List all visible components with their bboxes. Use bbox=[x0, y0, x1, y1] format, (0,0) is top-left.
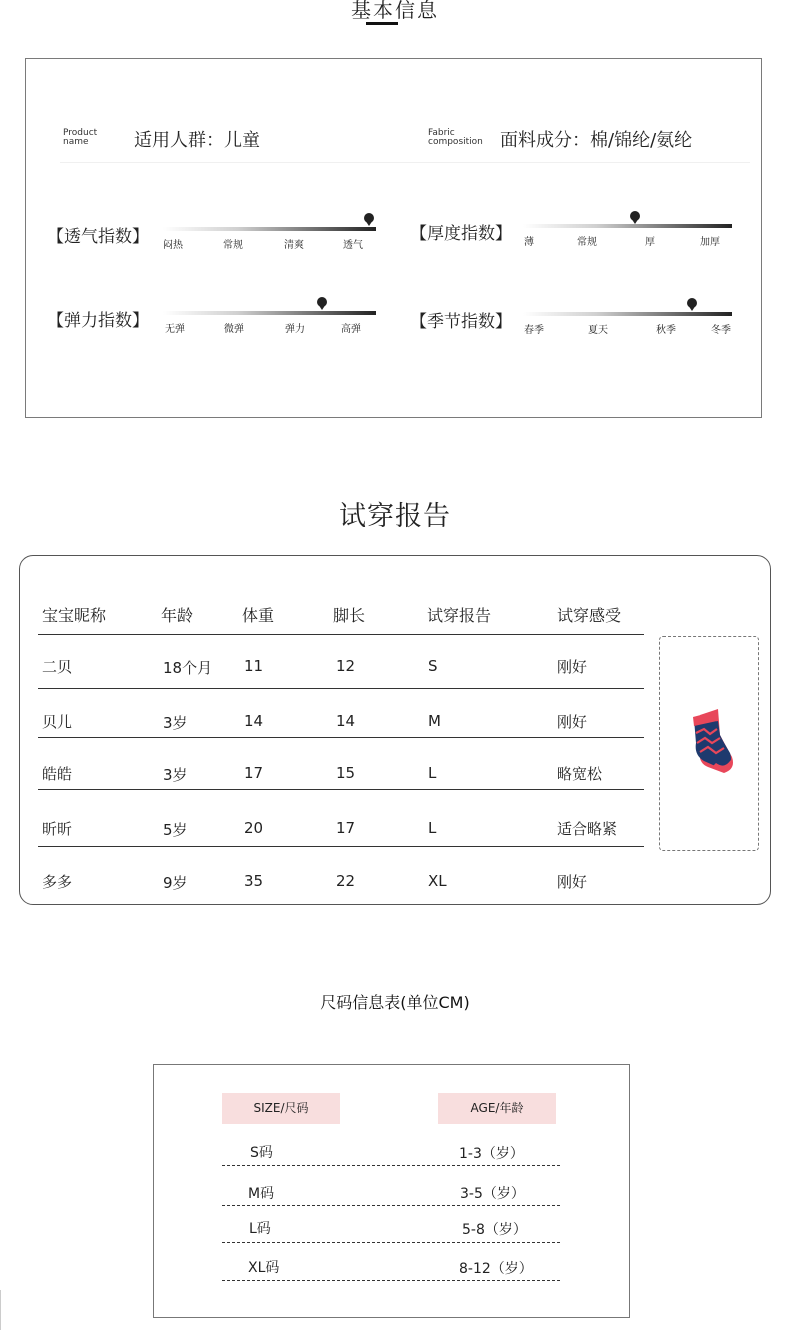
cell-weight: 20 bbox=[244, 819, 264, 837]
rating-marker-icon bbox=[317, 297, 327, 307]
size-cell: S码 bbox=[250, 1145, 273, 1161]
col-header-feeling: 试穿感受 bbox=[557, 606, 622, 625]
cell-feeling: 略宽松 bbox=[557, 765, 603, 783]
age-cell: 1-3（岁） bbox=[459, 1146, 524, 1162]
rating-title: 【厚度指数】 bbox=[410, 224, 512, 244]
cell-nickname: 多多 bbox=[42, 873, 73, 891]
tick-label: 夏天 bbox=[588, 325, 608, 336]
size-cell: XL码 bbox=[248, 1260, 280, 1276]
row-divider bbox=[222, 1205, 560, 1206]
row-divider bbox=[222, 1280, 560, 1281]
age-header: AGE/年龄 bbox=[438, 1093, 556, 1124]
row-divider bbox=[222, 1165, 560, 1166]
rating-track bbox=[523, 312, 732, 316]
cell-foot-length: 12 bbox=[336, 657, 356, 675]
cell-feeling: 刚好 bbox=[557, 658, 588, 676]
col-header-foot-length: 脚长 bbox=[333, 606, 366, 625]
rating-title: 【季节指数】 bbox=[410, 312, 512, 332]
tick-label: 常规 bbox=[223, 240, 243, 251]
col-header-report: 试穿报告 bbox=[427, 606, 492, 625]
row-divider bbox=[38, 737, 644, 738]
cell-feeling: 刚好 bbox=[557, 873, 588, 891]
rating-elasticity bbox=[47, 306, 149, 331]
row-divider bbox=[38, 634, 644, 635]
tick-label: 无弹 bbox=[165, 324, 185, 335]
cell-weight: 17 bbox=[244, 764, 264, 782]
product-value: 适用人群：儿童 bbox=[134, 130, 260, 151]
age-cell: 8-12（岁） bbox=[459, 1261, 533, 1277]
tick-label: 透气 bbox=[343, 240, 363, 251]
rating-track bbox=[163, 227, 376, 231]
cell-report: XL bbox=[428, 872, 447, 890]
cell-foot-length: 15 bbox=[336, 764, 356, 782]
section-title-size-table: 尺码信息表(单位CM) bbox=[320, 993, 470, 1012]
age-cell: 3-5（岁） bbox=[460, 1186, 525, 1202]
cell-age: 18个月 bbox=[163, 659, 213, 677]
cell-foot-length: 22 bbox=[336, 872, 356, 890]
cell-nickname: 贝儿 bbox=[42, 713, 73, 731]
tick-label: 冬季 bbox=[711, 325, 731, 336]
tick-label: 厚 bbox=[645, 237, 655, 248]
tick-label: 弹力 bbox=[285, 324, 305, 335]
product-image-frame bbox=[659, 636, 759, 851]
rating-season bbox=[410, 307, 512, 332]
cell-weight: 11 bbox=[244, 657, 264, 675]
size-cell: L码 bbox=[249, 1221, 271, 1237]
cell-weight: 35 bbox=[244, 872, 264, 890]
col-header-nickname: 宝宝昵称 bbox=[42, 606, 107, 625]
section-title-try-report: 试穿报告 bbox=[339, 501, 451, 532]
cell-report: M bbox=[428, 712, 441, 730]
cell-report: L bbox=[428, 764, 437, 782]
cell-report: L bbox=[428, 819, 437, 837]
cell-nickname: 昕昕 bbox=[42, 820, 73, 838]
rating-title: 【透气指数】 bbox=[47, 227, 149, 247]
row-divider bbox=[38, 846, 644, 847]
cell-age: 9岁 bbox=[163, 874, 188, 892]
cell-nickname: 皓皓 bbox=[42, 765, 73, 783]
rating-track bbox=[523, 224, 732, 228]
row-divider bbox=[38, 789, 644, 790]
cell-age: 5岁 bbox=[163, 821, 188, 839]
rating-marker-icon bbox=[630, 211, 640, 221]
rating-thickness bbox=[410, 219, 512, 244]
tick-label: 微弹 bbox=[224, 324, 244, 335]
age-cell: 5-8（岁） bbox=[462, 1222, 527, 1238]
row-divider bbox=[38, 688, 644, 689]
tick-label: 秋季 bbox=[656, 325, 676, 336]
title-underline bbox=[366, 22, 398, 25]
sock-icon bbox=[660, 637, 758, 850]
row-divider bbox=[222, 1242, 560, 1243]
tick-label: 清爽 bbox=[284, 240, 304, 251]
rating-breathability bbox=[47, 222, 149, 247]
product-name-label: Product name bbox=[63, 128, 98, 147]
tick-label: 春季 bbox=[524, 325, 544, 336]
cell-age: 3岁 bbox=[163, 714, 188, 732]
rating-track bbox=[163, 311, 376, 315]
tick-label: 闷热 bbox=[163, 240, 183, 251]
tick-label: 薄 bbox=[524, 237, 534, 248]
col-header-age: 年龄 bbox=[161, 606, 194, 625]
page-edge-line bbox=[0, 1290, 1, 1330]
rating-marker-icon bbox=[687, 298, 697, 308]
size-header: SIZE/尺码 bbox=[222, 1093, 340, 1124]
fabric-label: Fabric composition bbox=[428, 128, 483, 147]
cell-age: 3岁 bbox=[163, 766, 188, 784]
rating-title: 【弹力指数】 bbox=[47, 311, 149, 331]
cell-report: S bbox=[428, 657, 438, 675]
tick-label: 常规 bbox=[577, 237, 597, 248]
cell-feeling: 适合略紧 bbox=[557, 820, 618, 838]
rating-marker-icon bbox=[364, 213, 374, 223]
section-title-basic-info: 基本信息 bbox=[351, 0, 439, 22]
fabric-value: 面料成分：棉/锦纶/氨纶 bbox=[500, 130, 693, 151]
cell-foot-length: 14 bbox=[336, 712, 356, 730]
cell-weight: 14 bbox=[244, 712, 264, 730]
tick-label: 高弹 bbox=[341, 324, 361, 335]
cell-feeling: 刚好 bbox=[557, 713, 588, 731]
divider bbox=[60, 162, 750, 163]
tick-label: 加厚 bbox=[700, 237, 720, 248]
col-header-weight: 体重 bbox=[242, 606, 275, 625]
cell-nickname: 二贝 bbox=[42, 658, 73, 676]
size-cell: M码 bbox=[248, 1186, 275, 1202]
cell-foot-length: 17 bbox=[336, 819, 356, 837]
